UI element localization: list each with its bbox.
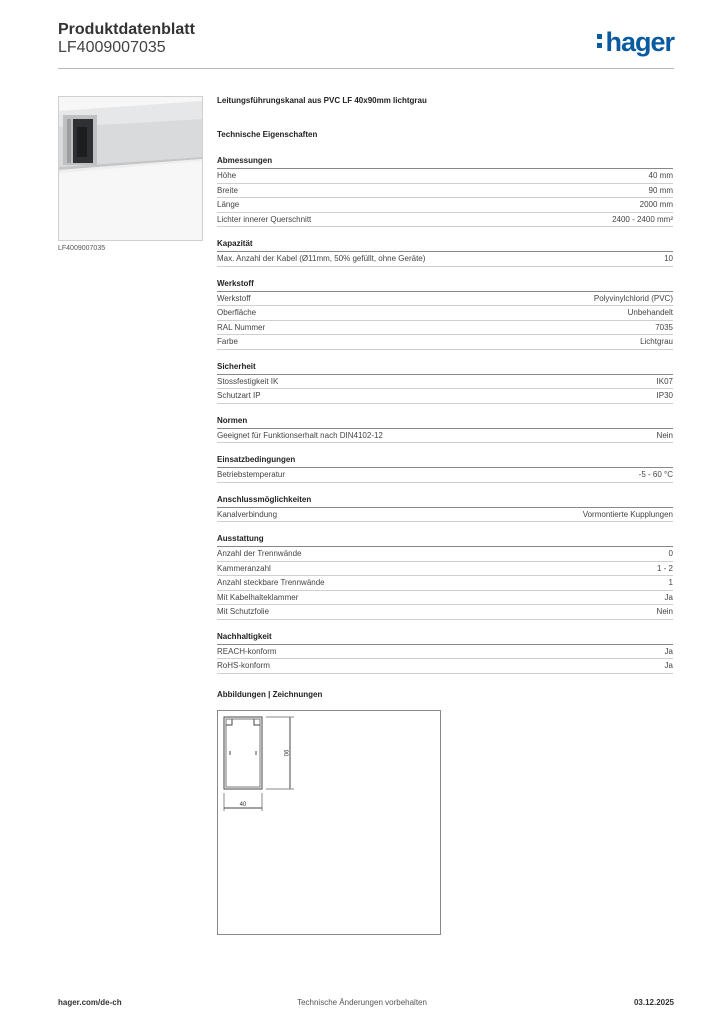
dimension-width-label: 40 (239, 802, 247, 808)
spec-value: Nein (656, 607, 673, 616)
spec-value: 10 (664, 254, 673, 263)
spec-section (217, 494, 673, 523)
spec-label: Anzahl der Trennwände (217, 549, 302, 558)
spec-section (217, 238, 673, 267)
document-title: Produktdatenblatt (58, 21, 195, 38)
section-title: Anschlussmöglichkeiten (217, 494, 673, 508)
technical-drawing (217, 710, 441, 935)
product-name: Leitungsführungskanal aus PVC LF 40x90mm lichtgrau (217, 96, 427, 105)
photo-caption: LF4009007035 (58, 245, 106, 252)
dimension-height-label: 90 (282, 749, 288, 757)
section-title: Nachhaltigkeit (217, 631, 673, 645)
spec-label: Schutzart IP (217, 391, 261, 400)
section-title: Abmessungen (217, 155, 673, 169)
spec-value: 1 (668, 578, 673, 587)
footer-disclaimer: Technische Änderungen vorbehalten (297, 998, 427, 1007)
footer-date: 03.12.2025 (633, 998, 674, 1007)
spec-row (217, 198, 673, 213)
spec-label: Kammeranzahl (217, 563, 271, 573)
spec-label: Stossfestigkeit IK (217, 376, 279, 386)
spec-section (217, 533, 673, 620)
spec-row (217, 306, 673, 321)
article-number: LF4009007035 (58, 39, 166, 56)
spec-value: Ja (664, 592, 673, 602)
spec-row (217, 389, 673, 404)
spec-value: Lichtgrau (640, 337, 673, 346)
spec-label: Lichter innerer Querschnitt (217, 214, 312, 224)
spec-section (217, 454, 673, 483)
spec-value: 2000 mm (639, 200, 673, 209)
spec-value: Nein (656, 430, 673, 440)
spec-row (217, 591, 673, 606)
spec-row (217, 605, 673, 620)
section-title: Ausstattung (217, 533, 673, 547)
spec-value: Unbehandelt (627, 308, 673, 317)
spec-label: Länge (217, 200, 240, 209)
spec-row (217, 645, 673, 660)
spec-value: Polyvinylchlorid (PVC) (593, 293, 673, 303)
spec-value: 7035 (655, 322, 673, 332)
logo-text: hager (605, 27, 674, 57)
spec-value: IP30 (656, 391, 673, 400)
spec-row (217, 562, 673, 577)
spec-label: Werkstoff (217, 293, 251, 303)
section-title: Einsatzbedingungen (217, 454, 673, 468)
spec-row (217, 508, 673, 523)
specification-panel (217, 95, 673, 685)
spec-value: 0 (668, 549, 673, 558)
spec-row (217, 375, 673, 390)
section-title: Normen (217, 415, 673, 429)
spec-value: 2400 - 2400 mm² (612, 214, 673, 224)
logo-dots-icon (597, 34, 602, 52)
spec-label: Höhe (217, 171, 237, 180)
section-title: Kapazität (217, 238, 673, 252)
spec-value: 90 mm (648, 185, 673, 195)
spec-value: IK07 (656, 376, 673, 386)
spec-label: Mit Kabelhalteklammer (217, 592, 299, 602)
spec-row (217, 429, 673, 444)
spec-label: Oberfläche (217, 308, 257, 317)
section-title: Werkstoff (217, 278, 673, 292)
spec-sections (217, 155, 673, 674)
spec-label: Betriebstemperatur (217, 470, 286, 479)
spec-label: Kanalverbindung (217, 509, 278, 519)
spec-label: REACH-konform (217, 646, 277, 656)
cross-section-drawing (218, 711, 440, 934)
spec-label: RoHS-konform (217, 661, 270, 670)
spec-value: 1 - 2 (656, 563, 673, 573)
spec-value: 40 mm (648, 171, 673, 180)
spec-row (217, 292, 673, 307)
spec-row (217, 547, 673, 562)
spec-value: Vormontierte Kupplungen (582, 509, 673, 519)
spec-label: Mit Schutzfolie (217, 607, 270, 616)
spec-label: Anzahl steckbare Trennwände (217, 578, 325, 587)
spec-label: Farbe (217, 337, 238, 346)
spec-row (217, 213, 673, 228)
drawings-heading: Abbildungen | Zeichnungen (217, 690, 323, 699)
product-photo (58, 96, 203, 241)
footer-website-link[interactable]: hager.com/de-ch (58, 998, 122, 1007)
spec-value: Ja (664, 646, 673, 656)
spec-row (217, 468, 673, 483)
spec-section (217, 155, 673, 227)
spec-section (217, 631, 673, 674)
header-divider (58, 68, 674, 69)
spec-row (217, 321, 673, 336)
spec-row (217, 335, 673, 350)
spec-row (217, 169, 673, 184)
spec-value: Ja (664, 661, 673, 670)
spec-label: Breite (217, 185, 238, 195)
spec-label: RAL Nummer (217, 322, 266, 332)
spec-value: -5 - 60 °C (638, 470, 673, 479)
spec-label: Geeignet für Funktionserhalt nach DIN4102-12 (217, 430, 383, 440)
spec-row (217, 659, 673, 674)
hager-logo (597, 27, 674, 58)
spec-row (217, 252, 673, 267)
spec-section (217, 278, 673, 350)
spec-label: Max. Anzahl der Kabel (Ø11mm, 50% gefüllt, ohne Geräte) (217, 254, 426, 263)
section-title: Sicherheit (217, 361, 673, 375)
spec-section (217, 415, 673, 444)
spec-section (217, 361, 673, 404)
cable-duct-image (59, 97, 202, 240)
technical-properties-heading: Technische Eigenschaften (217, 130, 318, 139)
spec-row (217, 576, 673, 591)
spec-row (217, 184, 673, 199)
